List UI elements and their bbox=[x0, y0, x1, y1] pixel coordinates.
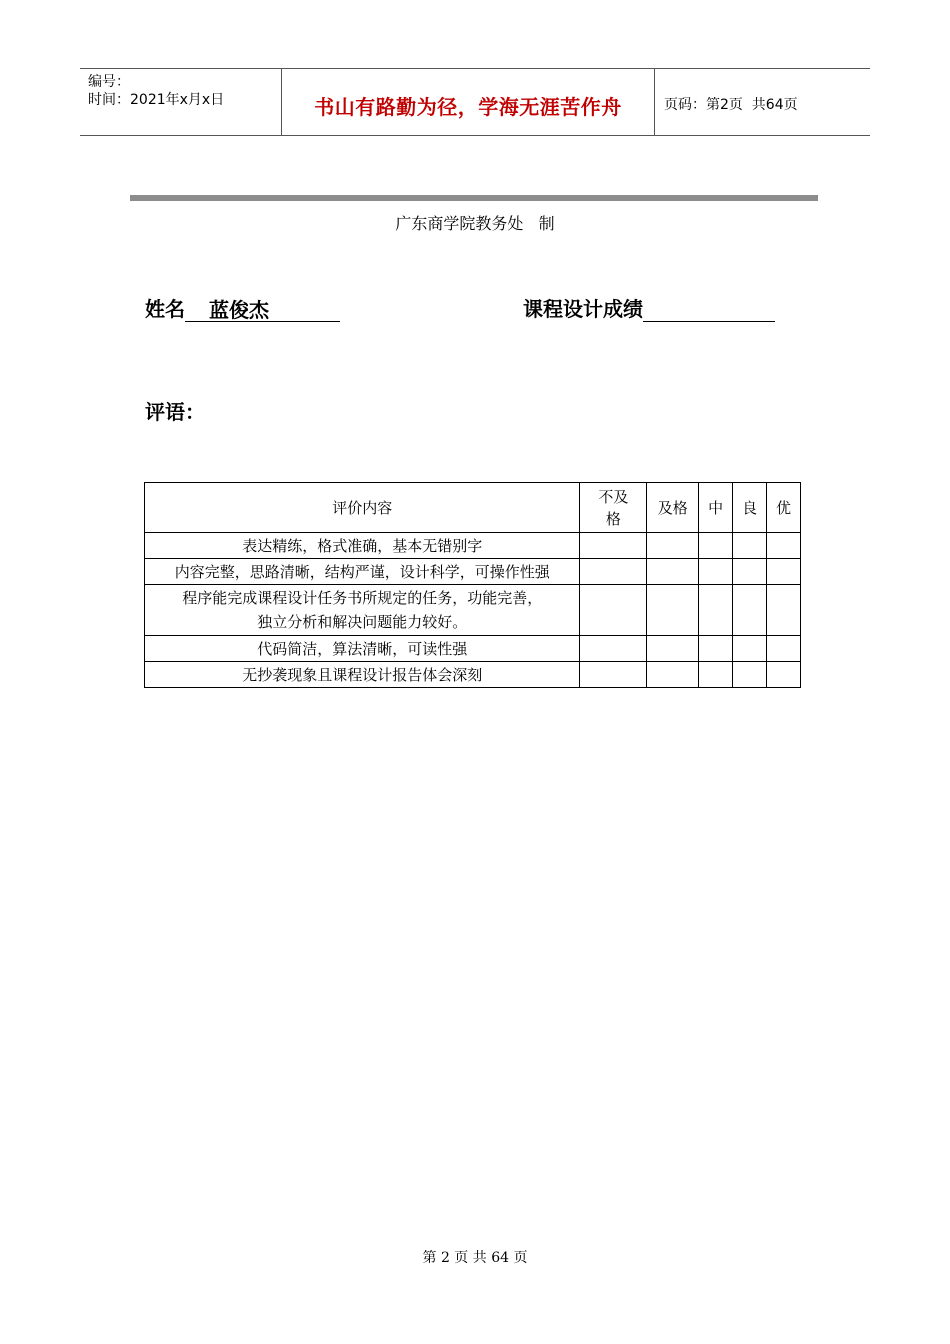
column-header-content: 评价内容 bbox=[145, 483, 580, 533]
table-row bbox=[145, 559, 801, 585]
score-cell bbox=[733, 662, 767, 688]
column-header-fail-text: 不及格 bbox=[598, 487, 629, 528]
column-header-good: 良 bbox=[733, 483, 767, 533]
score-cell bbox=[699, 662, 733, 688]
column-header-medium: 中 bbox=[699, 483, 733, 533]
header-motto: 书山有路勤为径，学海无涯苦作舟 bbox=[314, 95, 622, 119]
score-cell bbox=[733, 585, 767, 636]
score-cell bbox=[580, 533, 647, 559]
document-number: 编号： bbox=[88, 74, 130, 90]
course-grade-row bbox=[523, 296, 775, 322]
score-cell bbox=[733, 636, 767, 662]
table-header-row bbox=[145, 483, 801, 533]
issuer-line: 广东商学院教务处 制 bbox=[395, 214, 555, 233]
evaluation-table bbox=[144, 482, 801, 688]
page-header bbox=[80, 68, 870, 136]
score-cell bbox=[767, 636, 801, 662]
score-cell bbox=[580, 662, 647, 688]
comment-label: 评语： bbox=[145, 400, 205, 424]
score-cell bbox=[699, 585, 733, 636]
column-header-fail bbox=[580, 483, 647, 533]
score-cell bbox=[699, 559, 733, 585]
name-value: 蓝俊杰 bbox=[209, 298, 269, 322]
page-info-text: 页码：第2页 共64页 bbox=[664, 97, 798, 113]
document-time: 时间：2021年x月x日 bbox=[88, 92, 225, 108]
criteria-line: 独立分析和解决问题能力较好。 bbox=[257, 613, 468, 631]
grade-label: 课程设计成绩 bbox=[523, 297, 643, 321]
criteria-cell bbox=[145, 585, 580, 636]
criteria-cell: 代码简洁，算法清晰，可读性强 bbox=[145, 636, 580, 662]
student-name-row bbox=[145, 296, 340, 322]
name-label: 姓名 bbox=[145, 297, 185, 321]
score-cell bbox=[647, 533, 699, 559]
score-cell bbox=[647, 636, 699, 662]
score-cell bbox=[767, 533, 801, 559]
score-cell bbox=[699, 533, 733, 559]
score-cell bbox=[647, 559, 699, 585]
header-meta bbox=[88, 73, 224, 109]
criteria-cell: 无抄袭现象且课程设计报告体会深刻 bbox=[145, 662, 580, 688]
criteria-cell: 内容完整，思路清晰，结构严谨，设计科学，可操作性强 bbox=[145, 559, 580, 585]
score-cell bbox=[580, 585, 647, 636]
criteria-cell: 表达精练，格式准确，基本无错别字 bbox=[145, 533, 580, 559]
score-cell bbox=[767, 559, 801, 585]
column-header-excellent: 优 bbox=[767, 483, 801, 533]
score-cell bbox=[647, 662, 699, 688]
table-row bbox=[145, 533, 801, 559]
table-row bbox=[145, 662, 801, 688]
score-cell bbox=[767, 662, 801, 688]
score-cell bbox=[767, 585, 801, 636]
header-page-info bbox=[664, 94, 798, 114]
score-cell bbox=[580, 559, 647, 585]
name-field bbox=[185, 297, 340, 322]
score-cell bbox=[699, 636, 733, 662]
section-divider bbox=[130, 195, 818, 201]
table-row bbox=[145, 636, 801, 662]
score-cell bbox=[647, 585, 699, 636]
score-cell bbox=[733, 533, 767, 559]
score-cell bbox=[580, 636, 647, 662]
column-header-pass: 及格 bbox=[647, 483, 699, 533]
header-divider bbox=[654, 69, 655, 135]
criteria-line: 程序能完成课程设计任务书所规定的任务，功能完善， bbox=[182, 589, 543, 607]
page-footer: 第 2 页 共 64 页 bbox=[422, 1250, 528, 1266]
score-cell bbox=[733, 559, 767, 585]
table-row bbox=[145, 585, 801, 636]
grade-field bbox=[643, 297, 775, 322]
